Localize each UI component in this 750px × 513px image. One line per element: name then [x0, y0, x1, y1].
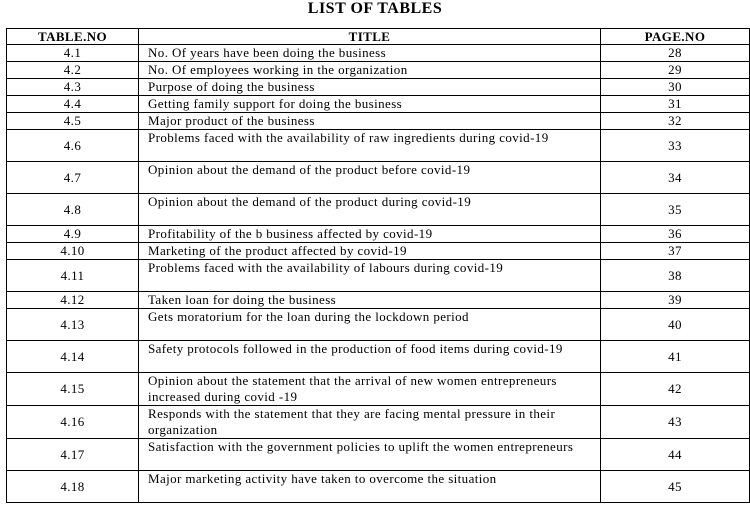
page-number: 32: [601, 113, 750, 130]
table-row: [7, 226, 750, 243]
table-number: 4.18: [7, 471, 139, 503]
table-number: 4.1: [7, 45, 139, 62]
table-number: 4.9: [7, 226, 139, 243]
table-row: [7, 406, 750, 439]
table-row: [7, 373, 750, 406]
table-number: 4.8: [7, 194, 139, 226]
page-number: 33: [601, 130, 750, 162]
page-number: 34: [601, 162, 750, 194]
table-title: Major marketing activity have taken to overcome the situation: [139, 471, 601, 503]
table-number: 4.11: [7, 260, 139, 292]
list-of-tables: [6, 28, 750, 503]
table-title: Satisfaction with the government policies to uplift the women entrepreneurs: [139, 439, 601, 471]
page-number: 28: [601, 45, 750, 62]
table-number: 4.3: [7, 79, 139, 96]
table-number: 4.2: [7, 62, 139, 79]
table-number: 4.16: [7, 406, 139, 439]
page-number: 39: [601, 292, 750, 309]
table-title: Problems faced with the availability of raw ingredients during covid-19: [139, 130, 601, 162]
table-row: [7, 292, 750, 309]
header-page-no: PAGE.NO: [601, 29, 750, 45]
table-number: 4.14: [7, 341, 139, 373]
page-number: 30: [601, 79, 750, 96]
table-title: Responds with the statement that they are facing mental pressure in their organization: [139, 406, 601, 439]
table-title: Opinion about the demand of the product during covid-19: [139, 194, 601, 226]
table-row: [7, 260, 750, 292]
table-row: [7, 341, 750, 373]
table-row: [7, 471, 750, 503]
page-number: 45: [601, 471, 750, 503]
table-number: 4.12: [7, 292, 139, 309]
table-title: Opinion about the demand of the product before covid-19: [139, 162, 601, 194]
header-table-no: TABLE.NO: [7, 29, 139, 45]
table-title: No. Of years have been doing the business: [139, 45, 601, 62]
page-heading: LIST OF TABLES: [307, 0, 443, 17]
page-number: 37: [601, 243, 750, 260]
table-title: Opinion about the statement that the arrival of new women entrepreneurs increased during covid -19: [139, 373, 601, 406]
page-number: 29: [601, 62, 750, 79]
table-number: 4.13: [7, 309, 139, 341]
table-title: Gets moratorium for the loan during the lockdown period: [139, 309, 601, 341]
table-row: [7, 162, 750, 194]
table-title: Purpose of doing the business: [139, 79, 601, 96]
table-number: 4.6: [7, 130, 139, 162]
table-title: Major product of the business: [139, 113, 601, 130]
table-number: 4.4: [7, 96, 139, 113]
table-title: Marketing of the product affected by covid-19: [139, 243, 601, 260]
page-number: 38: [601, 260, 750, 292]
table-row: [7, 45, 750, 62]
page-number: 41: [601, 341, 750, 373]
header-title: TITLE: [139, 29, 601, 45]
table-row: [7, 113, 750, 130]
table-number: 4.10: [7, 243, 139, 260]
table-title: Profitability of the b business affected by covid-19: [139, 226, 601, 243]
table-number: 4.7: [7, 162, 139, 194]
table-row: [7, 79, 750, 96]
table-header-row: [7, 29, 750, 45]
table-title: Taken loan for doing the business: [139, 292, 601, 309]
table-row: [7, 439, 750, 471]
table-row: [7, 194, 750, 226]
table-row: [7, 243, 750, 260]
table-row: [7, 62, 750, 79]
page-number: 42: [601, 373, 750, 406]
table-title: Safety protocols followed in the production of food items during covid-19: [139, 341, 601, 373]
page-number: 35: [601, 194, 750, 226]
table-title: No. Of employees working in the organization: [139, 62, 601, 79]
table-title: Getting family support for doing the business: [139, 96, 601, 113]
table-title: Problems faced with the availability of labours during covid-19: [139, 260, 601, 292]
table-row: [7, 96, 750, 113]
page-number: 40: [601, 309, 750, 341]
table-row: [7, 130, 750, 162]
page-number: 44: [601, 439, 750, 471]
table-number: 4.5: [7, 113, 139, 130]
table-number: 4.17: [7, 439, 139, 471]
page-number: 36: [601, 226, 750, 243]
page-number: 31: [601, 96, 750, 113]
page-number: 43: [601, 406, 750, 439]
table-number: 4.15: [7, 373, 139, 406]
table-row: [7, 309, 750, 341]
